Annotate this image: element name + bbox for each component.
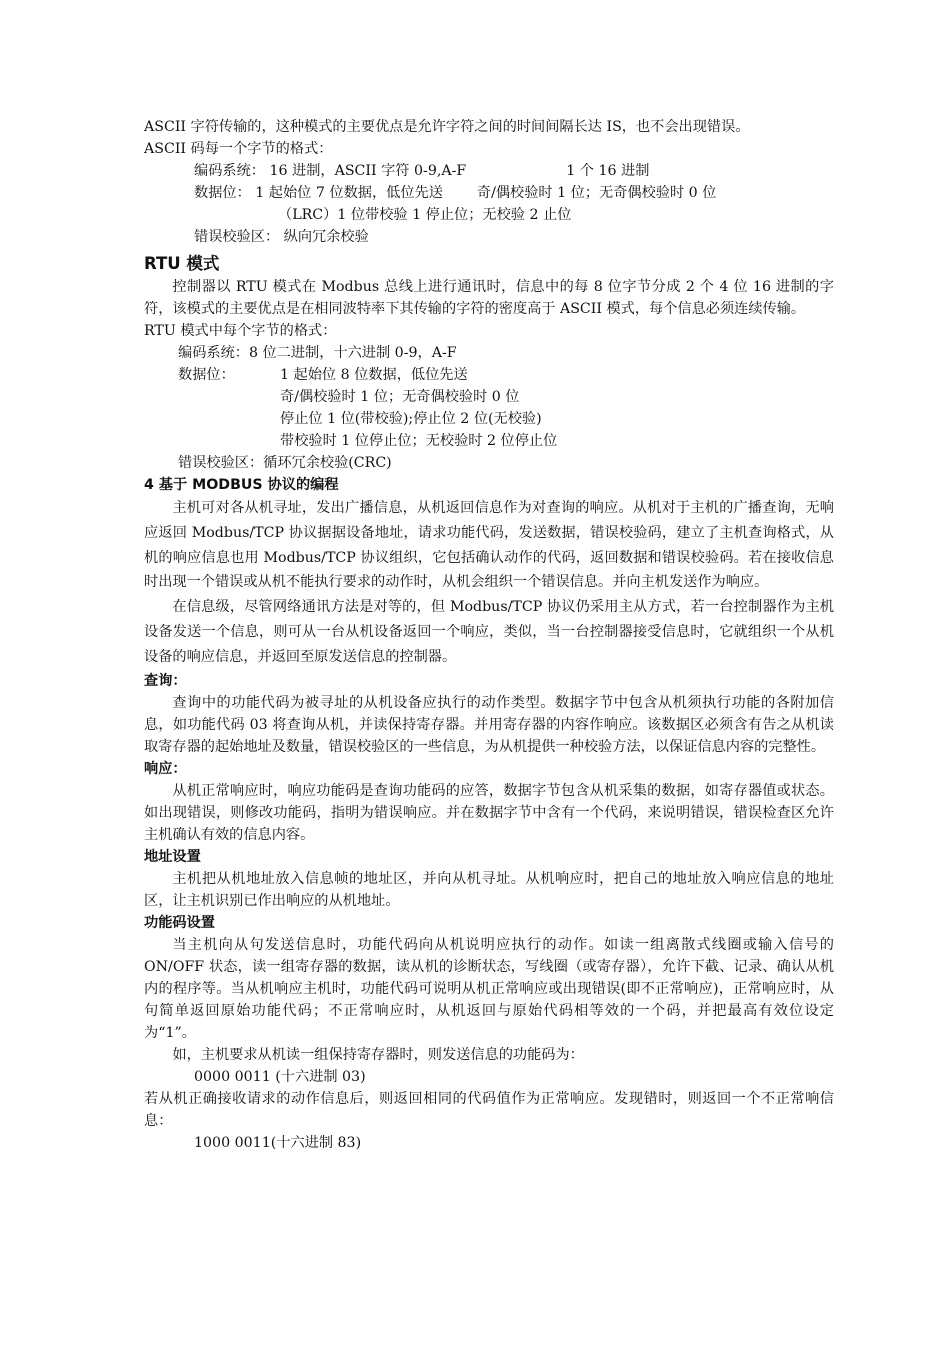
rtu-encoding-line: 编码系统：8 位二进制，十六进制 0-9，A-F <box>178 345 457 361</box>
function-code-paragraph-2: 如，主机要求从机读一组保持寄存器时，则发送信息的功能码为： <box>172 1046 584 1063</box>
address-paragraph: 主机把从机地址放入信息帧的地址区，并向从机寻址。从机响应时，把自己的地址放入响应信息的地址区，让主机识别已作出响应的从机地址。 <box>144 870 834 909</box>
rtu-databits-1: 1 起始位 8 位数据，低位先送 <box>280 367 468 383</box>
section4-paragraph-2: 在信息级，尽管网络通讯方法是对等的，但 Modbus/TCP 协议仍采用主从方式，若一台控制器作为主机设备发送一个信息，则可从一台从机设备返回一个响应，类似，当一台控制器接受信息时，它就组织一个从机设备的响应信息，并返回至原发送信息的控制器。 <box>144 599 834 665</box>
rtu-databits-line <box>144 364 834 386</box>
rtu-databits-4: 带校验时 1 位停止位；无校验时 2 位停止位 <box>280 433 558 449</box>
query-heading: 查询： <box>144 672 187 689</box>
ascii-databits-a: 数据位： 1 起始位 7 位数据，低位先送 <box>194 185 443 201</box>
ascii-intro-line: ASCII 字符传输的，这种模式的主要优点是允许字符之间的时间间隔长达 IS，也不会出现错误。 <box>144 119 750 135</box>
ascii-databits-b: 奇/偶校验时 1 位；无奇偶校验时 0 位 <box>476 185 717 201</box>
ascii-format-line: ASCII 码每一个字节的格式： <box>144 141 333 157</box>
rtu-databits-label: 数据位： <box>178 367 235 383</box>
rtu-databits-3: 停止位 1 位(带校验);停止位 2 位(无校验) <box>280 411 542 427</box>
rtu-check-line: 错误校验区：循环冗余校验(CRC) <box>178 455 392 471</box>
function-code-paragraph-1: 当主机向从句发送信息时，功能代码向从机说明应执行的动作。如读一组离散式线圈或输入信号的 ON/OFF 状态，读一组寄存器的数据，读从机的诊断状态，写线圈（或寄存器），允许下截、记录、确认从机内的程序等。当从机响应主机时，功能代码可说明从机正常响应或出现错误(即不正常响应)，正常响应时，从句简单返回原始功能代码；不正常响应时，从机返回与原始代码相等效的一个码，并把最高有效位设定为“1”。 <box>144 936 834 1041</box>
address-heading: 地址设置 <box>144 848 201 865</box>
response-heading: 响应： <box>144 760 187 777</box>
rtu-intro-paragraph: 控制器以 RTU 模式在 Modbus 总线上进行通讯时，信息中的每 8 位字节分成 2 个 4 位 16 进制的字符，该模式的主要优点是在相同波特率下其传输的字符的密度高于 ASCII 模式，每个信息必须连续传输。 <box>144 279 834 317</box>
function-code-paragraph-3: 若从机正确接收请求的动作信息后，则返回相同的代码值作为正常响应。发现错时，则返回一个不正常响信息： <box>144 1090 834 1129</box>
ascii-encoding-a: 编码系统： 16 进制，ASCII 字符 0-9,A-F <box>194 163 467 179</box>
rtu-heading: RTU 模式 <box>144 254 220 273</box>
document-page <box>144 116 834 1154</box>
rtu-databits-2: 奇/偶校验时 1 位；无奇偶校验时 0 位 <box>280 389 520 405</box>
ascii-encoding-b: 1 个 16 进制 <box>566 163 650 179</box>
rtu-format-line: RTU 模式中每个字节的格式： <box>144 323 337 339</box>
ascii-lrc-line: （LRC）1 位带校验 1 停止位；无校验 2 止位 <box>278 207 572 223</box>
query-paragraph: 查询中的功能代码为被寻址的从机设备应执行的动作类型。数据字节中包含从机须执行功能的各附加信息，如功能代码 03 将查询从机，并读保持寄存器。并用寄存器的内容作响应。该数据区必须含有告之从机读取寄存器的起始地址及数量，错误校验区的一些信息，为从机提供一种校验方法，以保证信息内容的完整性。 <box>144 694 834 755</box>
section4-heading: 4 基于 MODBUS 协议的编程 <box>144 477 339 493</box>
function-code-value-1: 0000 0011 (十六进制 03) <box>194 1068 366 1085</box>
ascii-check-line: 错误校验区： 纵向冗余校验 <box>194 229 369 245</box>
section4-paragraph-1: 主机可对各从机寻址，发出广播信息，从机返回信息作为对查询的响应。从机对于主机的广播查询，无响应返回 Modbus/TCP 协议据据设备地址，请求功能代码，发送数据，错误校验码，建立了主机查询格式，从机的响应信息也用 Modbus/TCP 协议组织，它包括确认动作的代码，返回数据和错误校验码。若在接收信息时出现一个错误或从机不能执行要求的动作时，从机会组织一个错误信息。并向主机发送作为响应。 <box>144 500 834 591</box>
ascii-databits-line <box>144 182 834 204</box>
function-code-value-2: 1000 0011(十六进制 83) <box>194 1134 362 1151</box>
response-paragraph: 从机正常响应时，响应功能码是查询功能码的应答，数据字节包含从机采集的数据，如寄存器值或状态。如出现错误，则修改功能码，指明为错误响应。并在数据字节中含有一个代码，来说明错误，错误检查区允许主机确认有效的信息内容。 <box>144 782 834 843</box>
ascii-encoding-line <box>144 160 834 182</box>
function-code-heading: 功能码设置 <box>144 914 215 931</box>
